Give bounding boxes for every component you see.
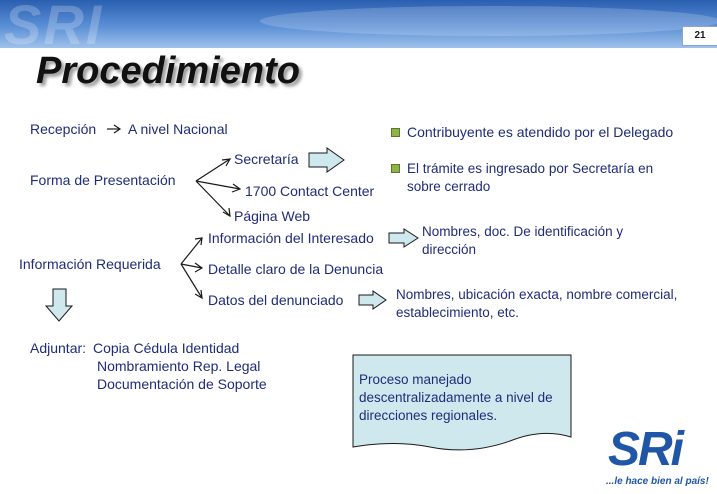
info-item-detalle: Detalle claro de la Denuncia — [208, 261, 384, 277]
forma-option-contact-center: 1700 Contact Center — [245, 183, 375, 199]
denunciado-block-arrow — [359, 291, 386, 309]
adjuntar-down-arrow — [46, 289, 72, 321]
adjuntar-item-nombramiento: Nombramiento Rep. Legal — [97, 358, 261, 374]
recepcion-value: A nivel Nacional — [128, 121, 228, 137]
recepcion-label: Recepción — [30, 121, 97, 137]
adjuntar-item-cedula: Copia Cédula Identidad — [93, 340, 240, 356]
info-item-datos: Datos del denunciado — [208, 292, 344, 308]
sri-logo: SRi — [608, 423, 683, 476]
slide-number: 21 — [682, 26, 717, 46]
bullet-icon — [391, 164, 400, 173]
note-text: Proceso manejado descentralizadamente a nivel de direcciones regionales. — [359, 372, 553, 423]
adjuntar-item-documentacion: Documentación de Soporte — [97, 376, 267, 392]
banner-watermark: SRI — [4, 0, 104, 48]
bullet-icon — [391, 128, 400, 137]
bullet-text-delegado: Contribuyente es atendido por el Delegado — [407, 124, 674, 140]
slide-title: Procedimiento — [36, 50, 300, 92]
interesado-detail: Nombres, doc. De identificación y dirección — [422, 224, 624, 257]
forma-option-pagina-web: Página Web — [234, 208, 311, 224]
denunciado-detail: Nombres, ubicación exacta, nombre comercial, establecimiento, etc. — [396, 287, 678, 320]
slogan: ...le hace bien al país! — [606, 476, 709, 487]
info-branch-interesado — [181, 238, 202, 264]
info-label: Información Requerida — [19, 256, 161, 272]
bullet-text-secretaria: El trámite es ingresado por Secretaría en sobre cerrado — [407, 161, 654, 194]
forma-branch-secretaria — [196, 159, 230, 181]
forma-option-secretaria: Secretaría — [234, 151, 299, 167]
info-branch-datos — [181, 264, 202, 298]
secretaria-block-arrow — [309, 148, 344, 172]
interesado-block-arrow — [389, 229, 418, 247]
forma-label: Forma de Presentación — [30, 172, 176, 188]
adjuntar-label: Adjuntar: — [30, 340, 87, 356]
info-item-interesado: Información del Interesado — [208, 230, 374, 246]
